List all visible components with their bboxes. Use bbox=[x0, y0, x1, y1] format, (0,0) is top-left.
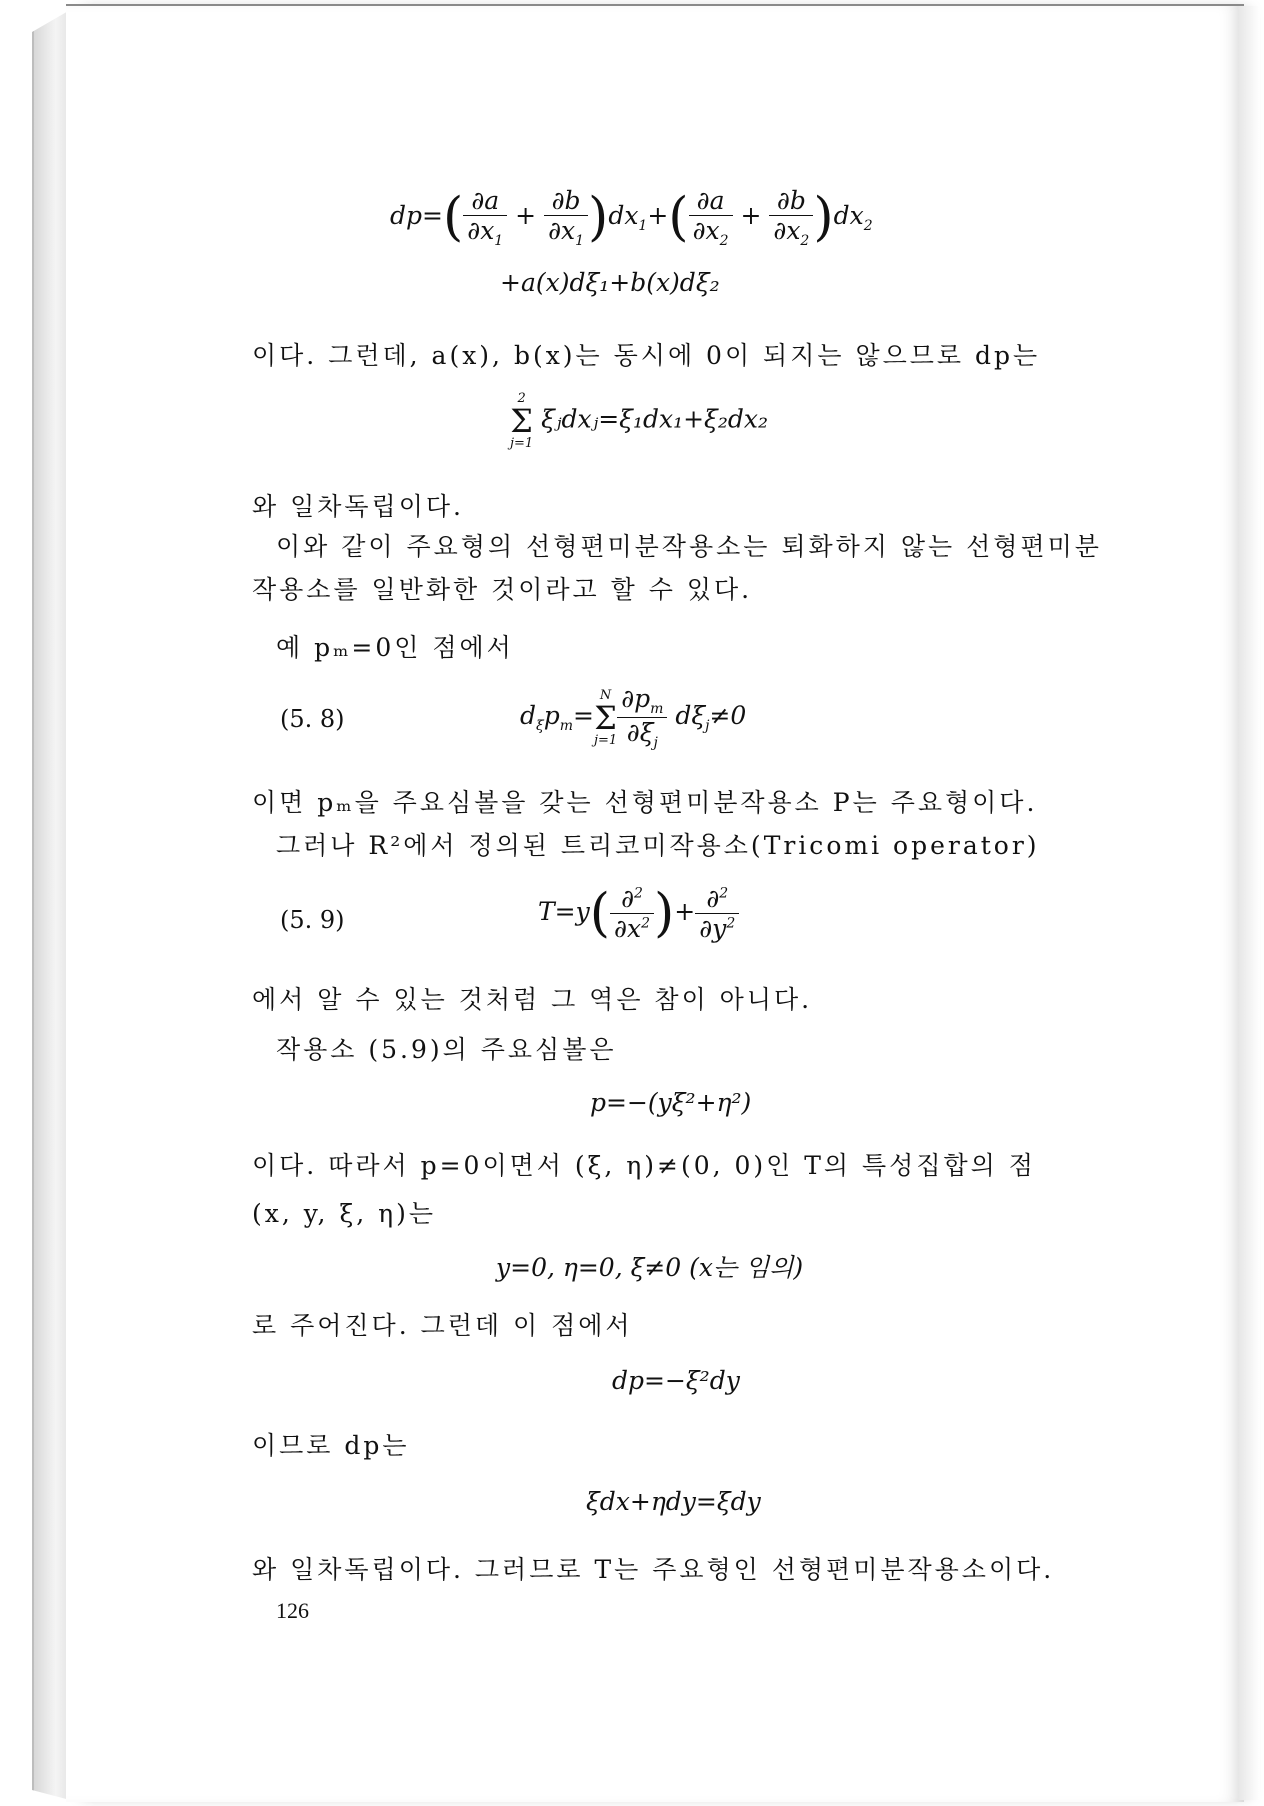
text-line: 이다. 그런데, a(x), b(x)는 동시에 0이 되지는 않으므로 dp는 bbox=[252, 341, 1041, 370]
text-line: 이와 같이 주요형의 선형편미분작용소는 퇴화하지 않는 선형편미분 bbox=[276, 532, 1102, 561]
text-line: 에서 알 수 있는 것처럼 그 역은 참이 아니다. bbox=[252, 985, 813, 1014]
book-spine bbox=[32, 10, 70, 1800]
equation-number: (5. 9) bbox=[280, 906, 345, 934]
text-line: 이므로 dp는 bbox=[252, 1431, 410, 1460]
text-line: 작용소 (5.9)의 주요심볼은 bbox=[276, 1035, 617, 1064]
equation-5-8: $d_\xi p_m=$ N Σ j=1 $\frac{\partial p_m}{\partial\xi_j}$ $d\xi_j\ne 0$ bbox=[520, 684, 747, 751]
equation-dp-line2: +a(x)dξ₁+b(x)dξ₂ bbox=[500, 268, 720, 297]
text-line: 이다. 따라서 p=0이면서 (ξ, η)≠(0, 0)인 T의 특성집합의 점 bbox=[252, 1151, 1036, 1180]
equation-number: (5. 8) bbox=[280, 705, 345, 733]
text-line: 예 pₘ=0인 점에서 bbox=[276, 633, 514, 662]
equation-sum-body: ξⱼdxⱼ=ξ₁dx₁+ξ₂dx₂ bbox=[541, 404, 768, 434]
text-line: 와 일차독립이다. bbox=[252, 492, 464, 521]
equation-sum: 2 Σ j=1 ξⱼdxⱼ=ξ₁dx₁+ξ₂dx₂ bbox=[510, 391, 768, 451]
text-line: (x, y, ξ, η)는 bbox=[252, 1199, 436, 1228]
text-line: 이면 pₘ을 주요심볼을 갖는 선형편미분작용소 P는 주요형이다. bbox=[252, 788, 1038, 817]
equation-dp-2: dp=−ξ²dy bbox=[612, 1366, 740, 1395]
equation-characteristic-set: y=0, η=0, ξ≠0 (x는 임의) bbox=[496, 1253, 804, 1282]
page-number: 126 bbox=[276, 1598, 309, 1623]
equation-principal-symbol: p=−(yξ²+η²) bbox=[590, 1088, 752, 1117]
text-line: 작용소를 일반화한 것이라고 할 수 있다. bbox=[252, 575, 753, 604]
page-edge bbox=[1238, 6, 1260, 1800]
text-line: 로 주어진다. 그런데 이 점에서 bbox=[252, 1311, 633, 1340]
equation-last: ξdx+ηdy=ξdy bbox=[586, 1487, 761, 1516]
equation-dp-line1: dp=( $\frac{\partial a}{\partial x_1}$ + $\frac{\partial b}{\partial x_1}$ )$dx_1+$( $\frac{\partial a}{\partial x_2}$ + $\frac{\partial b}{\partial x_2}$ )$dx_2$ bbox=[390, 186, 873, 249]
text-line: 와 일차독립이다. 그러므로 T는 주요형인 선형편미분작용소이다. bbox=[252, 1555, 1055, 1584]
text-line: 그러나 R²에서 정의된 트리코미작용소(Tricomi operator) bbox=[276, 831, 1040, 860]
equation-5-9: T=y( $\frac{\partial^2}{\partial x^2}$ )+ $\frac{\partial^2}{\partial y^2}$ bbox=[538, 884, 739, 943]
